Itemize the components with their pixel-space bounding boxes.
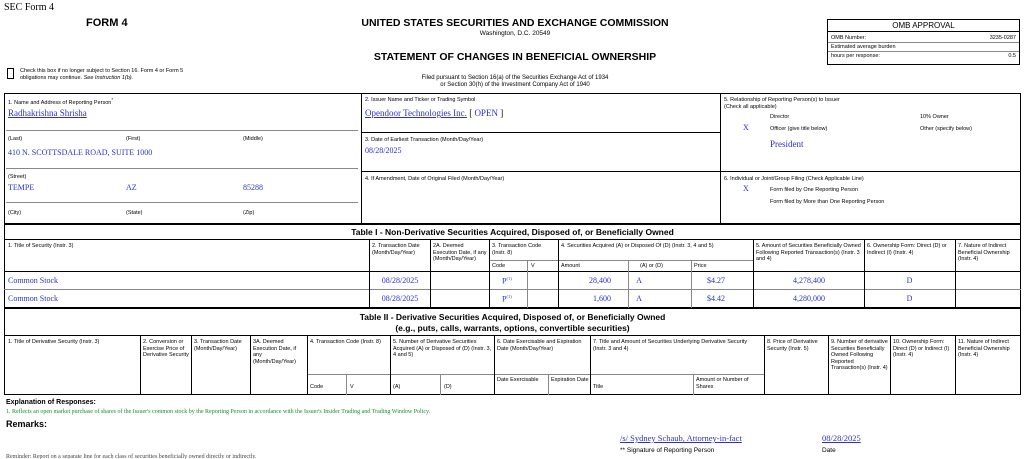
explanation-label: Explanation of Responses:	[6, 399, 96, 406]
statement-title: STATEMENT OF CHANGES IN BENEFICIAL OWNERSHIP	[373, 51, 657, 63]
t2-col-3a	[250, 335, 251, 395]
t1-head-ownership: 6. Ownership Form: Direct (D) or Indirect (I) (Instr. 4)	[867, 243, 947, 256]
t2-sub-d: (D)	[444, 384, 452, 390]
t2-col-5	[390, 335, 391, 395]
t2-col-d	[440, 374, 441, 395]
t2-col-11	[955, 335, 956, 395]
omb-number-label: OMB Number:	[831, 35, 867, 41]
issuer-name-line	[365, 108, 503, 118]
t1-row2-price: $4.42	[707, 294, 725, 303]
reporting-city: TEMPE	[8, 183, 35, 192]
section16-text-line2: obligations may continue.	[20, 74, 83, 81]
street-label: (Street)	[8, 174, 27, 180]
issuer-label: 2. Issuer Name and Ticker or Trading Symbol	[365, 97, 476, 103]
t2-col-v	[346, 374, 347, 395]
t1-row2-owned: 4,280,000	[793, 294, 825, 303]
t1-head-nature: 7. Nature of Indirect Beneficial Ownership (Instr. 4)	[958, 243, 1010, 262]
one-person-label: Form filed by One Reporting Person	[770, 187, 859, 193]
section16-checkbox[interactable]	[7, 68, 14, 79]
divider-col-2	[720, 93, 721, 224]
table1-subhead-divider	[489, 260, 754, 261]
amendment-label: 4. If Amendment, Date of Original Filed (Month/Day/Year)	[365, 176, 505, 182]
t2-col-2	[140, 335, 141, 395]
relationship-label-line2: (Check all applicable)	[724, 103, 777, 110]
reporting-person-label-text: 1. Name and Address of Reporting Person	[8, 99, 112, 106]
state-label: (State)	[126, 210, 143, 216]
t2-sub-title: Title	[593, 384, 604, 390]
omb-divider-2	[828, 51, 1019, 52]
middle-label: (Middle)	[243, 136, 263, 142]
t2-head-number: 5. Number of Derivative Securities Acquired (A) or Disposed of (D) (Instr. 3, 4 and 5)	[393, 339, 492, 358]
t2-sub-a: (A)	[393, 384, 401, 390]
t2-head-conversion: 2. Conversion or Exercise Price of Derivative Security	[143, 339, 189, 358]
t1-col-3	[489, 239, 490, 308]
issuer-ticker: OPEN	[474, 108, 498, 118]
table2-title-line2: (e.g., puts, calls, warrants, options, convertible securities)	[395, 323, 630, 333]
reporting-person-name[interactable]: Radhakrishna Shrisha	[8, 108, 87, 118]
omb-burden-value: 0.5	[1008, 53, 1016, 59]
table2-title-line1: Table II - Derivative Securities Acquired, Disposed of, or Beneficially Owned	[359, 312, 666, 322]
t2-sub-date-exercisable: Date Exercisable	[497, 377, 539, 383]
t2-head-code: 4. Transaction Code (Instr. 8)	[310, 339, 381, 345]
ticker-bracket-open: [	[469, 108, 473, 118]
t1-col-v	[527, 260, 528, 308]
t2-head-underlying: 7. Title and Amount of Securities Underlying Derivative Security (Instr. 3 and 4)	[593, 339, 748, 352]
officer-check-mark[interactable]: X	[743, 123, 749, 132]
table1-row-divider	[4, 289, 1021, 290]
t1-row1-code-cell	[502, 276, 512, 286]
t1-row2-ad: A	[636, 294, 642, 303]
earliest-transaction-label: 3. Date of Earliest Transaction (Month/Day/Year)	[365, 137, 484, 143]
divider-amendment	[361, 171, 1021, 172]
section16-text-line1: Check this box if no longer subject to Section 16. Form 4 or Form 5	[20, 68, 184, 74]
t2-sub-v: V	[350, 384, 354, 390]
table1-title: Table I - Non-Derivative Securities Acquired, Disposed of, or Beneficially Owned	[351, 227, 674, 237]
t1-head-amount-owned: 5. Amount of Securities Beneficially Owned Following Reported Transaction(s) (Instr. 3 and 4)	[756, 243, 861, 262]
t2-head-price: 8. Price of Derivative Security (Instr. 5)	[767, 339, 818, 352]
t1-head-title: 1. Title of Security (Instr. 3)	[8, 243, 74, 249]
t1-row1-title: Common Stock	[8, 276, 59, 285]
t2-col-6	[494, 335, 495, 395]
address-underline	[6, 168, 358, 169]
t2-col-9	[828, 335, 829, 395]
one-person-check-mark[interactable]: X	[743, 184, 749, 193]
relationship-label-line1: 5. Relationship of Reporting Person(s) to Issuer	[724, 97, 840, 103]
t1-head-securities: 4. Securities Acquired (A) or Disposed Of (D) (Instr. 3, 4 and 5)	[561, 243, 714, 249]
t2-head-ownership: 10. Ownership Form: Direct (D) or Indirect (I) (Instr. 4)	[893, 339, 950, 358]
director-label: Director	[770, 114, 790, 120]
commission-city: Washington, D.C. 20549	[479, 30, 551, 37]
more-person-label: Form filed by More than One Reporting Person	[770, 199, 885, 205]
remarks-label: Remarks:	[6, 419, 48, 429]
other-label: Other (specify below)	[920, 126, 972, 132]
omb-approval-box	[827, 19, 1020, 65]
filed-line-1: Filed pursuant to Section 16(a) of the Securities Exchange Act of 1934	[421, 75, 609, 81]
t1-sub-v: V	[531, 263, 535, 269]
signature-label: ** Signature of Reporting Person	[620, 447, 715, 454]
t1-row2-form: D	[906, 294, 913, 303]
divider-issuer	[361, 132, 720, 133]
t1-row2-code-cell	[502, 294, 512, 304]
t1-col-7	[955, 239, 956, 308]
first-label: (First)	[126, 136, 141, 142]
t1-head-code: 3. Transaction Code (Instr. 8)	[492, 243, 542, 256]
table2-title-divider	[4, 335, 1021, 336]
city-label: (City)	[8, 210, 22, 216]
divider-col-1	[361, 93, 362, 224]
t1-row1-amount: 28,400	[589, 276, 611, 285]
t2-head-exercisable: 6. Date Exercisable and Expiration Date (Month/Day/Year)	[497, 339, 582, 352]
t2-col-amount	[693, 374, 694, 395]
reporting-address: 410 N. SCOTTSDALE ROAD, SUITE 1000	[8, 148, 153, 157]
commission-title: UNITED STATES SECURITIES AND EXCHANGE COMMISSION	[361, 17, 669, 29]
reminder-text: Reminder: Report on a separate line for each class of securities beneficially owned directly or indirectly.	[6, 454, 257, 459]
filed-line-2: or Section 30(h) of the Investment Company Act of 1940	[440, 82, 590, 88]
t2-head-owned: 9. Number of derivative Securities Beneficially Owned Following Reported Transaction(s) (Instr. 4)	[831, 339, 888, 371]
t2-sub-code: Code	[310, 384, 324, 390]
signature-link[interactable]: /s/ Sydney Schaub, Attorney-in-fact	[620, 433, 742, 443]
table2-subhead-divider	[307, 374, 764, 375]
signature-date-label: Date	[822, 447, 836, 454]
t2-head-deemed: 3A. Deemed Execution Date, if any (Month/Day/Year)	[253, 339, 297, 365]
t1-row1-footnote[interactable]: (1)	[506, 276, 512, 281]
reporting-state: AZ	[126, 183, 137, 192]
reporting-person-star: *	[111, 97, 114, 102]
issuer-name[interactable]: Opendoor Technologies Inc.	[365, 108, 467, 118]
t2-col-7	[590, 335, 591, 395]
t1-row2-title: Common Stock	[8, 294, 59, 303]
last-label: (Last)	[8, 136, 23, 142]
t2-col-4	[307, 335, 308, 395]
omb-burden-label1: Estimated average burden	[831, 44, 896, 50]
t1-sub-code: Code	[492, 263, 506, 269]
t2-sub-expiration: Expiration Date	[551, 377, 589, 383]
omb-number-value: 3235-0287	[989, 35, 1016, 41]
t1-sub-ad: (A) or (D)	[640, 263, 663, 269]
t2-head-title: 1. Title of Derivative Security (Instr. 3)	[8, 339, 100, 345]
omb-divider-1	[828, 42, 1019, 43]
name-underline	[6, 130, 358, 131]
table1-header-divider	[4, 271, 1021, 272]
officer-title: President	[770, 139, 804, 149]
t2-col-3	[191, 335, 192, 395]
t2-head-date: 3. Transaction Date (Month/Day/Year)	[194, 339, 242, 352]
city-underline	[6, 202, 358, 203]
t2-col-exp	[548, 374, 549, 395]
relationship-label	[724, 97, 840, 110]
table1-title-divider	[4, 239, 1021, 240]
reporting-zip: 85288	[243, 183, 263, 192]
earliest-transaction-date: 08/28/2025	[365, 146, 402, 155]
form-title: FORM 4	[86, 17, 128, 29]
t1-row1-owned: 4,278,400	[793, 276, 825, 285]
filing-label: 6. Individual or Joint/Group Filing (Check Applicable Line)	[724, 176, 864, 182]
officer-label: Officer (give title below)	[770, 126, 828, 132]
signature-date[interactable]: 08/28/2025	[822, 433, 861, 443]
t1-sub-amount: Amount	[561, 263, 580, 269]
omb-burden-label2: hours per response:	[831, 53, 880, 59]
t1-row1-date: 08/28/2025	[381, 276, 419, 285]
section16-text	[20, 68, 260, 81]
t1-row1-ad: A	[636, 276, 642, 285]
t2-sub-amount: Amount or Number of Shares	[696, 377, 749, 390]
t1-col-2a	[430, 239, 431, 308]
t1-row2-date: 08/28/2025	[381, 294, 419, 303]
omb-title: OMB APPROVAL	[828, 20, 1019, 32]
t2-col-10	[890, 335, 891, 395]
explanation-text: 1. Reflects an open market purchase of shares of the Issuer's common stock by the Reporting Person in accordance with the Issuer's Insider Trading and Trading Window Policy.	[6, 409, 431, 415]
t1-row2-code: P	[502, 294, 507, 304]
sec-form-label: SEC Form 4	[4, 2, 55, 13]
t2-head-nature: 11. Nature of Indirect Beneficial Ownership (Instr. 4)	[958, 339, 1010, 358]
t1-row1-code: P	[502, 276, 507, 286]
t1-row1-form: D	[906, 276, 913, 285]
t1-row2-footnote[interactable]: (1)	[506, 294, 512, 299]
t1-sub-price: Price	[694, 263, 707, 269]
t1-row1-price: $4.27	[707, 276, 725, 285]
t1-head-deemed: 2A. Deemed Execution Date, if any (Month/Day/Year)	[433, 243, 487, 262]
ten-pct-owner-label: 10% Owner	[920, 114, 949, 120]
section16-instruction: See Instruction 1(b).	[83, 74, 134, 81]
zip-label: (Zip)	[243, 210, 255, 216]
t2-col-8	[764, 335, 765, 395]
t1-head-date: 2. Transaction Date (Month/Day/Year)	[372, 243, 420, 256]
t1-row2-amount: 1,600	[593, 294, 611, 303]
ticker-bracket-close: ]	[500, 108, 504, 118]
reporting-person-label	[8, 97, 113, 106]
